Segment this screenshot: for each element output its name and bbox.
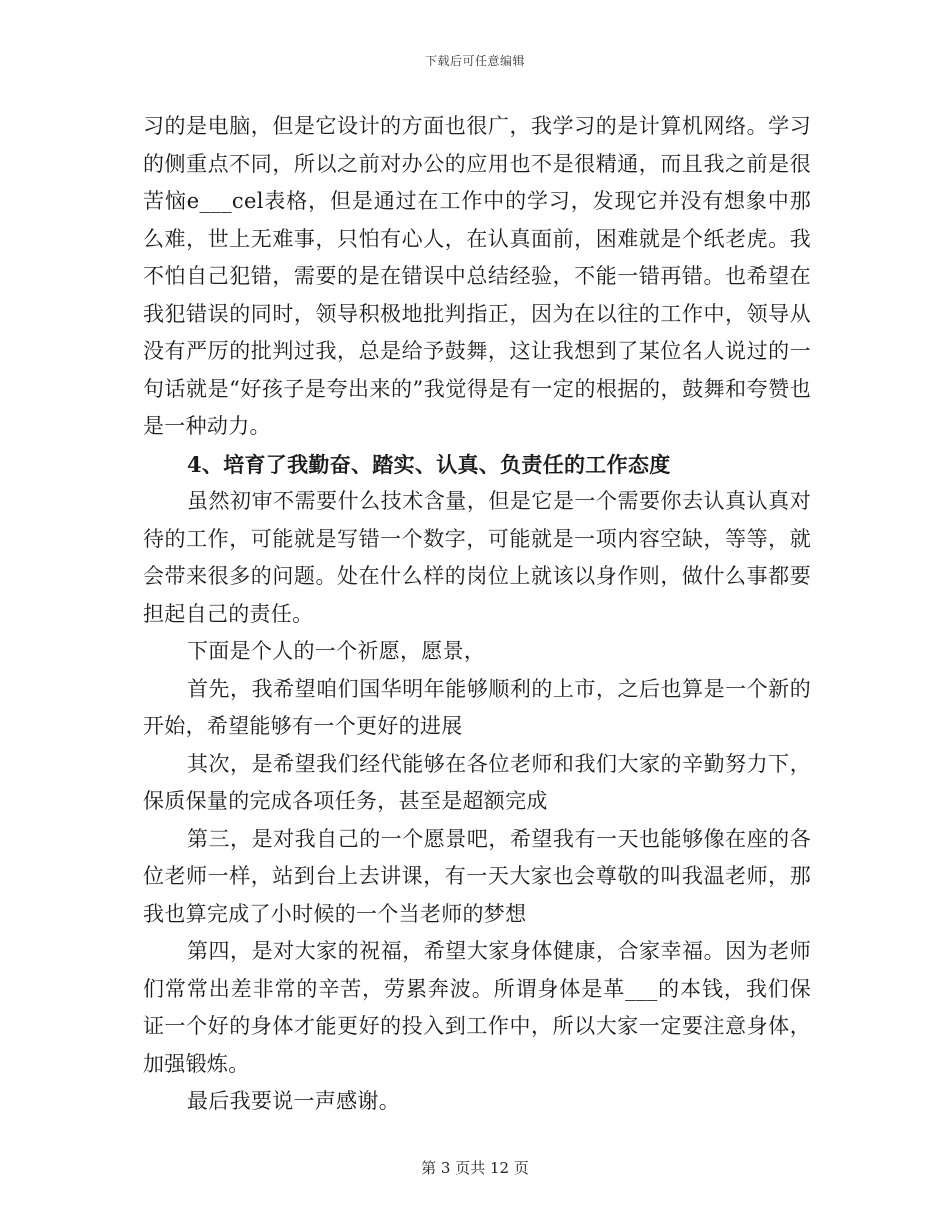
document-body (143, 108, 811, 1121)
section-heading: 4、培育了我勤奋、踏实、认真、负责任的工作态度 (187, 451, 671, 477)
paragraph: 首先，我希望咱们国华明年能够顺利的上市，之后也算是一个新的开始，希望能够有一个更好的进展 (143, 676, 811, 738)
paragraph: 第三，是对我自己的一个愿景吧，希望我有一天也能够像在座的各位老师一样，站到台上去讲课，有一天大家也会尊敬的叫我温老师，那我也算完成了小时候的一个当老师的梦想 (143, 826, 811, 926)
paragraph: 最后我要说一声感谢。 (187, 1089, 400, 1113)
page-number: 第 3 页共 12 页 (421, 1159, 529, 1177)
paragraph: 其次，是希望我们经代能够在各位老师和我们大家的辛勤努力下，保质保量的完成各项任务，甚至是超额完成 (143, 751, 811, 813)
page-header: 下载后可任意编辑 (424, 54, 525, 68)
paragraph-continuation: 习的是电脑，但是它设计的方面也很广，我学习的是计算机网络。学习的侧重点不同，所以之前对办公的应用也不是很精通，而且我之前是很苦恼e___cel表格，但是通过在工作中的学习，发现它并没有想象中那么难，世上无难事，只怕有心人，在认真面前，困难就是个纸老虎。我不怕自己犯错，需要的是在错误中总结经验，不能一错再错。也希望在我犯错误的同时，领导积极地批判指正，因为在以往的工作中，领导从没有严厉的批判过我，总是给予鼓舞，这让我想到了某位名人说过的一句话就是“好孩子是夸出来的”我觉得是有一定的根据的，鼓舞和夸赞也是一种动力。 (143, 114, 811, 438)
paragraph: 第四，是对大家的祝福，希望大家身体健康，合家幸福。因为老师们常常出差非常的辛苦，劳累奔波。所谓身体是革___的本钱，我们保证一个好的身体才能更好的投入到工作中，所以大家一定要注意身体，加强锻炼。 (143, 939, 811, 1076)
paragraph: 下面是个人的一个祈愿，愿景， (187, 639, 486, 663)
paragraph: 虽然初审不需要什么技术含量，但是它是一个需要你去认真认真对待的工作，可能就是写错一个数字，可能就是一项内容空缺，等等，就会带来很多的问题。处在什么样的岗位上就该以身作则，做什么事都要担起自己的责任。 (143, 489, 811, 626)
